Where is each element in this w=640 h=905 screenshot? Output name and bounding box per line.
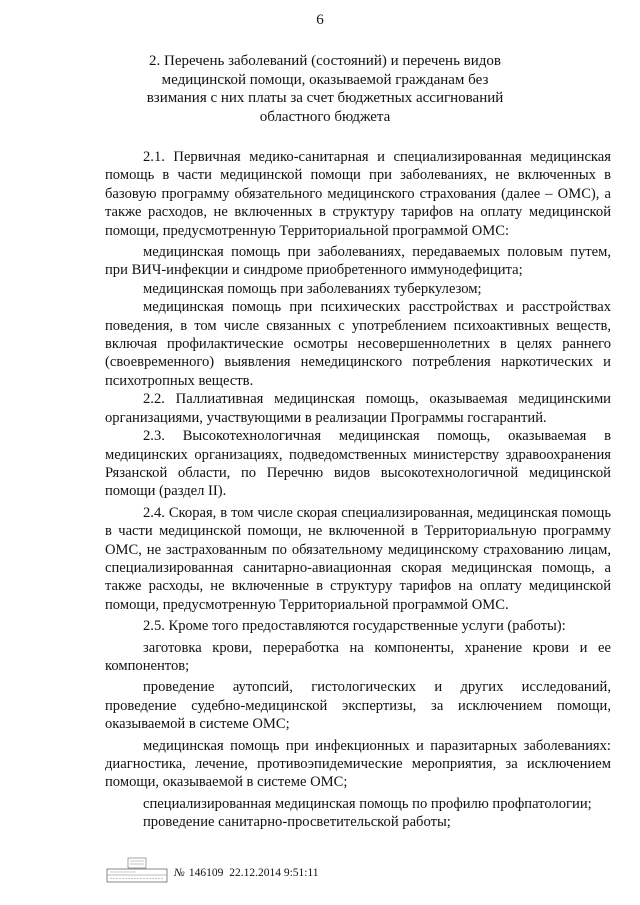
paragraph-2-4: 2.4. Скорая, в том числе скорая специализированная, медицинская помощь в части медицинской помощи, не включенной в Территориальную программу ОМС, не застрахованным по обязательному медицинскому страхованию лицам, специализированная санитарно-авиационная скорая медицинская помощь, а также расходы, не включенные в структуру тарифов на оплату медицинской помощи, предусмотренную Территориальной программой ОМС. [105, 504, 611, 613]
document-footer [106, 855, 406, 887]
paragraph-2-5: 2.5. Кроме того предоставляются государственные услуги (работы): [143, 618, 566, 635]
document-body [105, 148, 611, 832]
paragraph-item: медицинская помощь при заболеваниях туберкулезом; [143, 280, 482, 297]
paragraph-item: заготовка крови, переработка на компоненты, хранение крови и ее компонентов; [105, 639, 611, 674]
paragraph-item: проведение аутопсий, гистологических и других исследований, проведение судебно-медицинской экспертизы, за исключением помощи, оказываемой в системе ОМС; [105, 679, 611, 733]
doc-date: 22.12.2014 [229, 867, 281, 879]
page-number: 6 [316, 12, 324, 28]
document-registration-number [174, 864, 319, 882]
doc-time: 9:51:11 [283, 867, 319, 879]
paragraph-item: медицинская помощь при психических расстройствах и расстройствах поведения, в том числе связанных с употреблением психоактивных веществ, включая профилактические осмотры несовершеннолетних в целях раннего (своевременного) выявления немедицинского потребления наркотических и психотропных веществ. [105, 299, 611, 389]
paragraph-2-3: 2.3. Высокотехнологичная медицинская помощь, оказываемая в медицинских организациях, подведомственных министерству здравоохранения Рязанской области, по Перечню видов высокотехнологичной медицинской помощи (раздел II). [105, 428, 611, 500]
registration-stamp-icon [106, 855, 168, 885]
paragraph-2-2: 2.2. Паллиативная медицинская помощь, оказываемая медицинскими организациями, участвующими в реализации Программы госгарантий. [105, 391, 611, 426]
paragraph-item: проведение санитарно-просветительской работы; [143, 814, 451, 831]
paragraph-item: медицинская помощь при заболеваниях, передаваемых половым путем, при ВИЧ-инфекции и синдроме приобретенного иммунодефицита; [105, 244, 611, 279]
section-heading: 2. Перечень заболеваний (состояний) и перечень видов медицинской помощи, оказываемой гражданам без взимания с них платы за счет бюджетных ассигнований областного бюджета [146, 53, 504, 125]
number-sign: № [174, 867, 185, 879]
paragraph-2-1: 2.1. Первичная медико-санитарная и специализированная медицинская помощь в части медицинской помощи при заболеваниях, не включенных в базовую программу обязательного медицинского страхования (далее – ОМС), а также расходов, не включенных в структуру тарифов на оплату медицинской помощи, предусмотренную Территориальной программой ОМС: [105, 149, 611, 239]
paragraph-item: медицинская помощь при инфекционных и паразитарных заболеваниях: диагностика, лечение, противоэпидемические мероприятия, за исключением помощи, оказываемой в системе ОМС; [105, 737, 611, 791]
doc-number: 146109 [188, 867, 224, 879]
paragraph-item: специализированная медицинская помощь по профилю профпатологии; [143, 795, 592, 812]
